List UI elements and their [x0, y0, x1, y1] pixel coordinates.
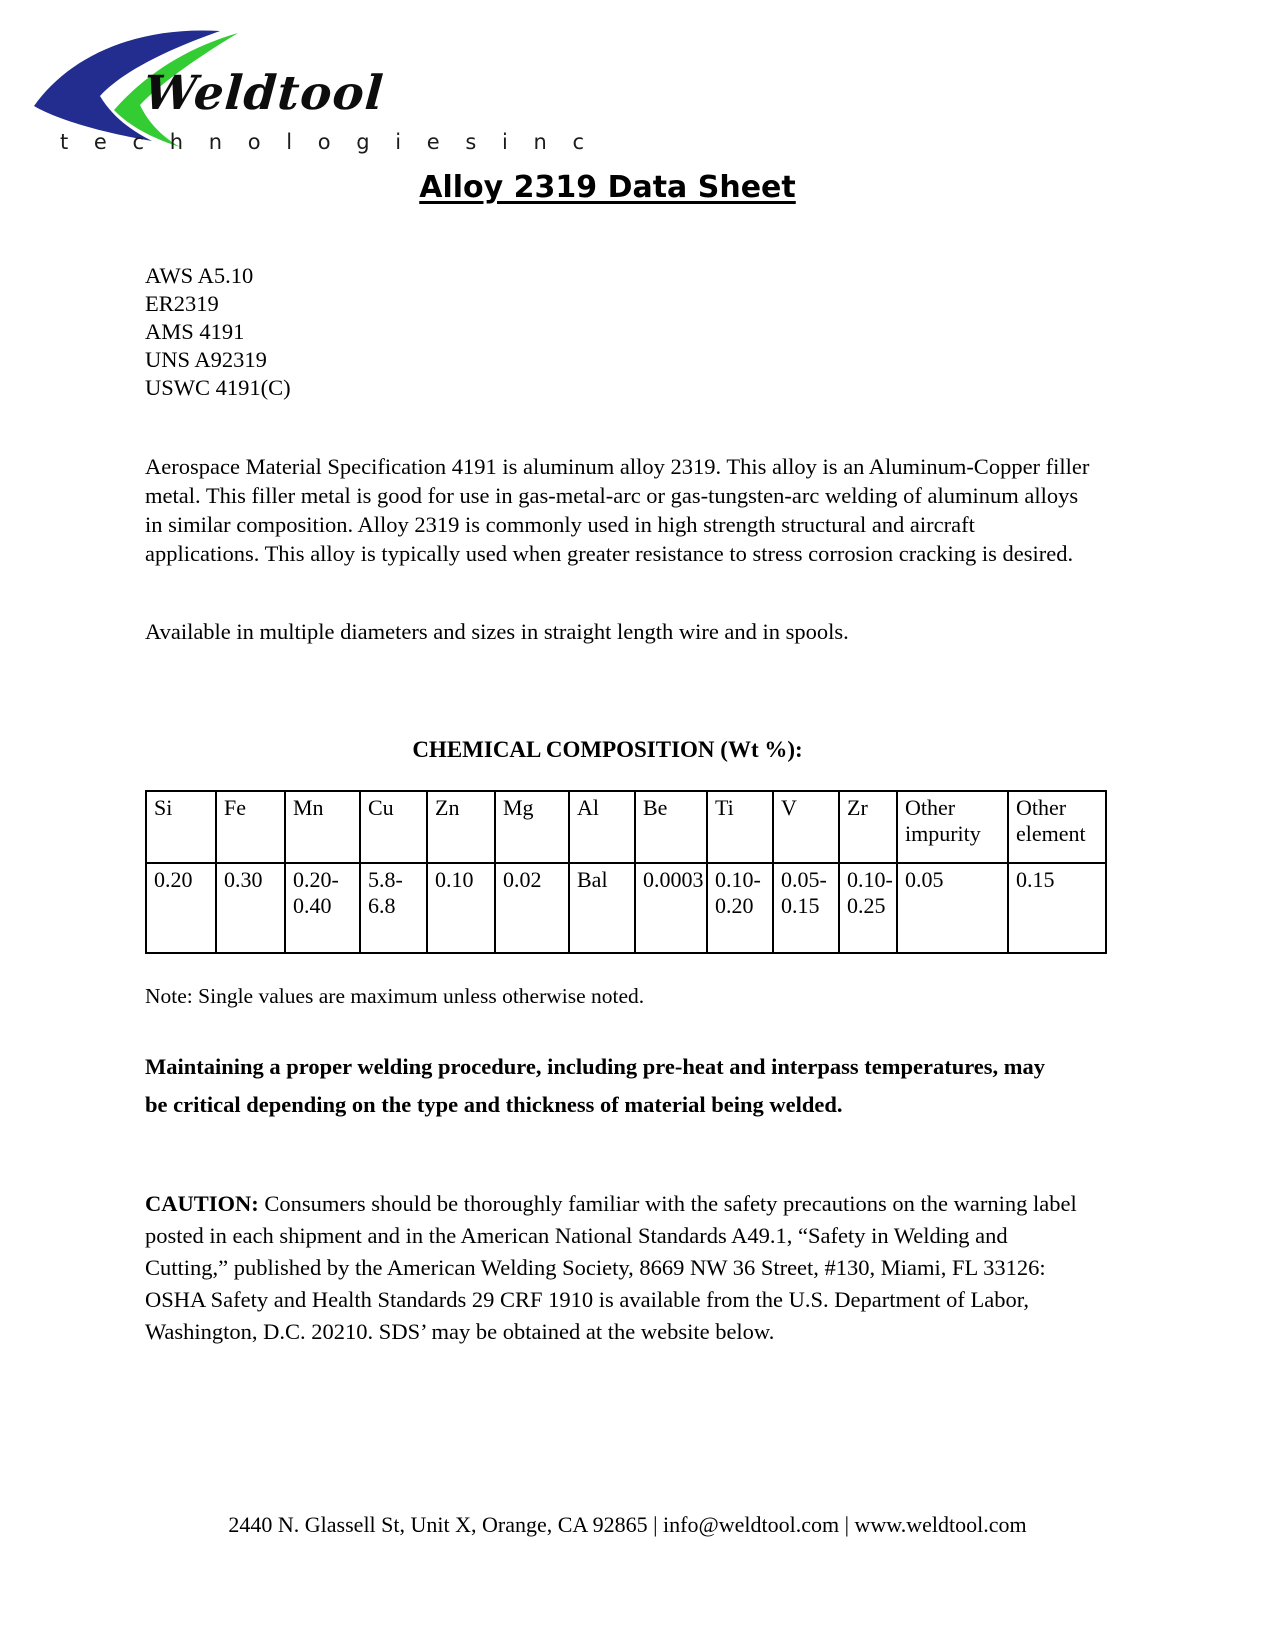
composition-column-header: Al	[569, 791, 635, 863]
composition-column-header: Ti	[707, 791, 773, 863]
caution-text: Consumers should be thoroughly familiar with the safety precautions on the warning label posted in each shipment and in the American National Standards A49.1, “Safety in Welding and Cutting,” published by the American Welding Society, 8669 NW 36 Street, #130, Miami, FL 33126: OSHA Safety and Health Standards 29 CRF 1910 is available from the U.S. Department of Labor, Washington, D.C. 20210. SDS’ may be obtained at the website below.	[145, 1191, 1077, 1344]
spec-list	[145, 262, 291, 402]
composition-value-cell: 0.05	[897, 863, 1008, 953]
composition-column-header: Zr	[839, 791, 897, 863]
composition-value-cell: Bal	[569, 863, 635, 953]
spec-item: ER2319	[145, 291, 219, 316]
composition-column-header: Cu	[360, 791, 427, 863]
composition-table	[145, 790, 1107, 954]
composition-column-header: Zn	[427, 791, 495, 863]
caution-label: CAUTION:	[145, 1191, 259, 1216]
composition-column-header: Mn	[285, 791, 360, 863]
weldtool-logo	[28, 6, 594, 166]
composition-column-header: Fe	[216, 791, 285, 863]
composition-value-cell: 0.05-0.15	[773, 863, 839, 953]
footer-contact: 2440 N. Glassell St, Unit X, Orange, CA 92865 | info@weldtool.com | www.weldtool.com	[228, 1512, 1027, 1537]
composition-value-cell: 0.0003	[635, 863, 707, 953]
spec-item: USWC 4191(C)	[145, 375, 291, 400]
brand-name: Weldtool	[142, 66, 386, 121]
composition-value-cell: 0.20	[146, 863, 216, 953]
welding-procedure-warning: Maintaining a proper welding procedure, including pre-heat and interpass temperatures, may be critical depending on the type and thickness of material being welded.	[145, 1054, 1046, 1117]
composition-column-header: Other impurity	[897, 791, 1008, 863]
page-title: Alloy 2319 Data Sheet	[419, 170, 796, 205]
composition-column-header: Other element	[1008, 791, 1106, 863]
brand-tagline: t e c h n o l o g i e s i n c	[60, 130, 594, 154]
composition-value-cell: 0.10-0.20	[707, 863, 773, 953]
composition-column-header: Si	[146, 791, 216, 863]
composition-value-cell: 0.20-0.40	[285, 863, 360, 953]
composition-value-cell: 0.15	[1008, 863, 1106, 953]
composition-column-header: Mg	[495, 791, 569, 863]
composition-column-header: Be	[635, 791, 707, 863]
table-note: Note: Single values are maximum unless otherwise noted.	[145, 984, 645, 1008]
composition-value-cell: 0.10	[427, 863, 495, 953]
composition-value-cell: 0.02	[495, 863, 569, 953]
composition-column-header: V	[773, 791, 839, 863]
composition-header-row	[146, 791, 1106, 863]
caution-paragraph	[145, 1188, 1095, 1348]
composition-heading: CHEMICAL COMPOSITION (Wt %):	[412, 737, 803, 762]
composition-value-cell: 0.10-0.25	[839, 863, 897, 953]
composition-value-cell: 5.8-6.8	[360, 863, 427, 953]
composition-value-row	[146, 863, 1106, 953]
availability-note: Available in multiple diameters and sizes in straight length wire and in spools.	[145, 619, 849, 644]
spec-item: AMS 4191	[145, 319, 245, 344]
spec-item: AWS A5.10	[145, 263, 254, 288]
spec-item: UNS A92319	[145, 347, 267, 372]
intro-paragraph: Aerospace Material Specification 4191 is aluminum alloy 2319. This alloy is an Aluminum-Copper filler metal. This filler metal is good for use in gas-metal-arc or gas-tungsten-arc welding of aluminum alloys in similar composition. Alloy 2319 is commonly used in high strength structural and aircraft applications. This alloy is typically used when greater resistance to stress corrosion cracking is desired.	[145, 454, 1090, 566]
composition-value-cell: 0.30	[216, 863, 285, 953]
